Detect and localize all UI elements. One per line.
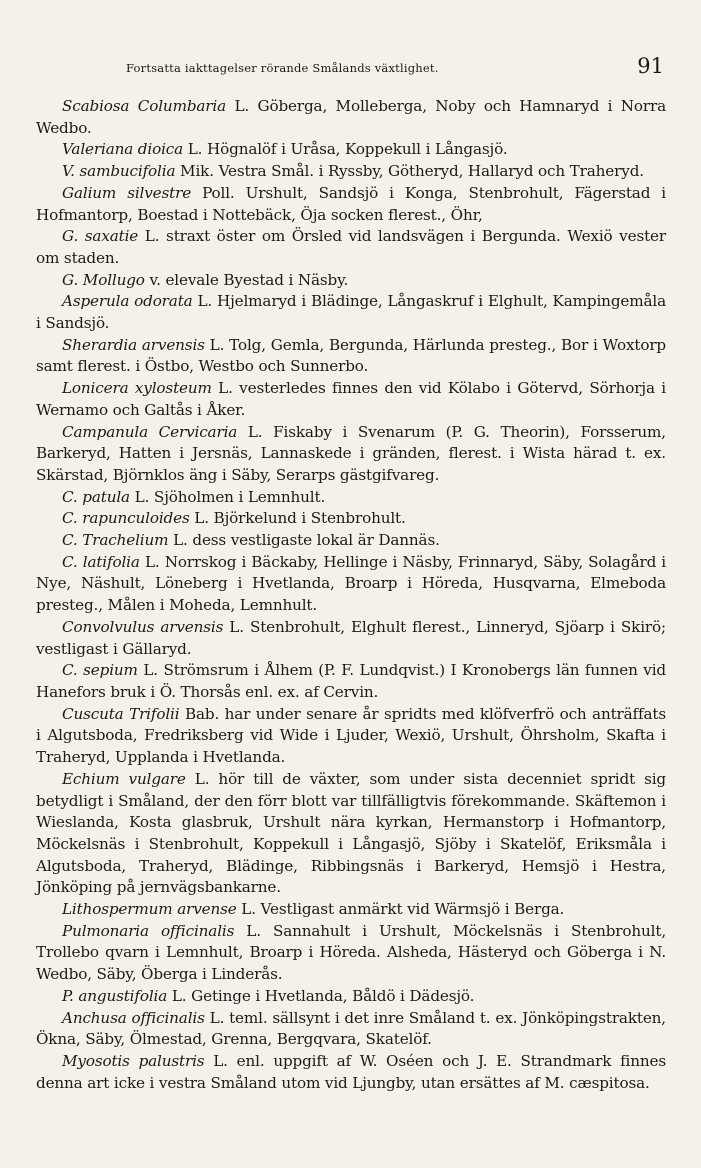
species-name: Galium silvestre	[62, 183, 192, 202]
species-name: Campanula Cervicaria	[62, 422, 238, 441]
species-name: Convolvulus arvensis	[62, 617, 224, 636]
entry-text: L. enl. uppgift af W. Oséen och J. E. Strandmark finnes denna art icke i vestra Småland utom vid Ljungby, utan ersättes af M. cæspitosa.	[36, 1051, 666, 1092]
species-name: Anchusa officinalis	[62, 1008, 205, 1027]
page-header	[36, 54, 666, 84]
species-name: G. Mollugo	[62, 270, 145, 289]
species-name: C. Trachelium	[62, 531, 169, 550]
species-entry	[36, 552, 666, 617]
species-entry	[36, 378, 666, 421]
species-name: C. sepium	[62, 661, 138, 680]
entry-text: v. elevale Byestad i Näsby.	[144, 270, 349, 289]
page	[36, 54, 666, 1094]
page-number: 91	[637, 54, 664, 78]
species-entry	[36, 335, 666, 378]
species-entry	[36, 96, 666, 139]
entry-text: L. Göberga, Molleberga, Noby och Hamnaryd i Norra Wedbo.	[36, 97, 666, 137]
species-name: C. latifolia	[62, 552, 140, 571]
species-name: Valeriana dioica	[62, 140, 184, 159]
species-entry	[36, 1051, 666, 1094]
species-entry	[36, 291, 666, 334]
species-name: Echium vulgare	[62, 769, 186, 788]
species-entry	[36, 1008, 666, 1051]
species-entry	[36, 986, 666, 1008]
species-name: Scabiosa Columbaria	[62, 97, 227, 115]
species-entry	[36, 704, 666, 769]
entry-text: L. Fiskaby i Svenarum (P. G. Theorin), Forsserum, Barkeryd, Hatten i Jersnäs, Lannaskede i gränden, flerest. i Wista härad t. ex. Skärstad, Björnklos äng i Säby, Serarps gästgifvareg.	[36, 422, 666, 484]
species-name: C. rapunculoides	[62, 509, 190, 528]
species-name: P. angustifolia	[62, 986, 168, 1005]
entry-text: L. dess vestligaste lokal är Dannäs.	[168, 531, 440, 550]
entry-text: L. hör till de växter, som under sista decenniet spridt sig betydligt i Småland, der den förr blott var tillfälligtvis förekommande. Skäftemon i Wieslanda, Kosta glasbruk, Urshult nära kyrkan, Hermanstorp i Hofmantorp, Möckelsnäs i Stenbrohult, Koppekull i Långasjö, Sjöby i Skatelöf, Eriksmåla i Algutsboda, Traheryd, Blädinge, Ribbingsnäs i Barkeryd, Hemsjö i Hestra, Jönköping på jernvägsbankarne.	[36, 769, 666, 897]
species-name: Pulmonaria officinalis	[62, 921, 235, 940]
body-text	[36, 96, 666, 1094]
species-entry	[36, 899, 666, 921]
species-entry	[36, 530, 666, 552]
species-name: Cuscuta Trifolii	[62, 704, 180, 723]
entry-text: L. Sjöholmen i Lemnhult.	[129, 487, 326, 506]
species-name: Lonicera xylosteum	[62, 379, 212, 398]
entry-text: L. Högnalöf i Uråsa, Koppekull i Långasjö.	[183, 140, 508, 159]
species-entry	[36, 422, 666, 487]
entry-text: L. teml. sällsynt i det inre Småland t. ex. Jönköpingstrakten, Ökna, Säby, Ölmestad, Grenna, Bergqvara, Skatelöf.	[36, 1008, 666, 1049]
entry-text: L. Strömsrum i Ålhem (P. F. Lundqvist.) I Kronobergs län funnen vid Hanefors bruk i Ö. Thorsås enl. ex. af Cervin.	[36, 661, 666, 701]
species-entry	[36, 660, 666, 703]
entry-text: Bab. har under senare år spridts med klöfverfrö och anträffats i Algutsboda, Fredriksberg vid Wide i Ljuder, Wexiö, Urshult, Öhrsholm, Skafta i Traheryd, Upplanda i Hvetlanda.	[36, 704, 667, 767]
species-entry	[36, 226, 666, 269]
species-name: Asperula odorata	[62, 292, 193, 311]
running-title: Fortsatta iakttagelser rörande Smålands växtlighet.	[126, 61, 439, 75]
species-entry	[36, 183, 666, 226]
species-entry	[36, 270, 666, 292]
species-entry	[36, 921, 666, 986]
species-name: C. patula	[62, 487, 130, 506]
species-name: G. saxatie	[62, 227, 139, 246]
species-name: Myosotis palustris	[62, 1051, 205, 1070]
entry-text: L. Norrskog i Bäckaby, Hellinge i Näsby, Frinnaryd, Säby, Solagård i Nye, Näshult, Löneberg i Hvetlanda, Broarp i Höreda, Husqvarna, Elmeboda presteg., Målen i Moheda, Lemnhult.	[36, 552, 666, 615]
entry-text: L. Vestligast anmärkt vid Wärmsjö i Berga.	[236, 900, 565, 919]
species-entry	[36, 508, 666, 530]
species-name: Sherardia arvensis	[62, 335, 205, 354]
entry-text: Poll. Urshult, Sandsjö i Konga, Stenbrohult, Fägerstad i Hofmantorp, Boestad i Nottebäck, Öja socken flerest., Öhr,	[36, 183, 666, 224]
species-name: Lithospermum arvense	[62, 900, 237, 919]
species-entry	[36, 487, 666, 509]
entry-text: L. Hjelmaryd i Blädinge, Långaskruf i Elghult, Kampingemåla i Sandsjö.	[36, 292, 666, 333]
entry-text: Mik. Vestra Smål. i Ryssby, Götheryd, Hallaryd och Traheryd.	[175, 162, 644, 181]
species-entry	[36, 161, 666, 183]
species-entry	[36, 617, 666, 660]
entry-text: L. Stenbrohult, Elghult flerest., Linneryd, Sjöarp i Skirö; vestligast i Gällaryd.	[36, 617, 666, 658]
species-entry	[36, 769, 666, 899]
species-name: V. sambucifolia	[62, 162, 176, 181]
entry-text: L. Tolg, Gemla, Bergunda, Härlunda presteg., Bor i Woxtorp samt flerest. i Östbo, Westbo och Sunnerbo.	[36, 335, 666, 376]
entry-text: L. straxt öster om Örsled vid landsvägen i Bergunda. Wexiö vester om staden.	[36, 227, 666, 267]
entry-text: L. Björkelund i Stenbrohult.	[189, 509, 406, 528]
species-entry	[36, 139, 666, 161]
entry-text: L. vesterledes finnes den vid Kölabo i Götervd, Sörhorja i Wernamo och Galtås i Åker.	[36, 379, 666, 419]
entry-text: L. Getinge i Hvetlanda, Båldö i Dädesjö.	[167, 986, 475, 1005]
entry-text: L. Sannahult i Urshult, Möckelsnäs i Stenbrohult, Trollebo qvarn i Lemnhult, Broarp i Höreda. Alsheda, Hästeryd och Göberga i N. Wedbo, Säby, Öberga i Linderås.	[36, 921, 667, 984]
